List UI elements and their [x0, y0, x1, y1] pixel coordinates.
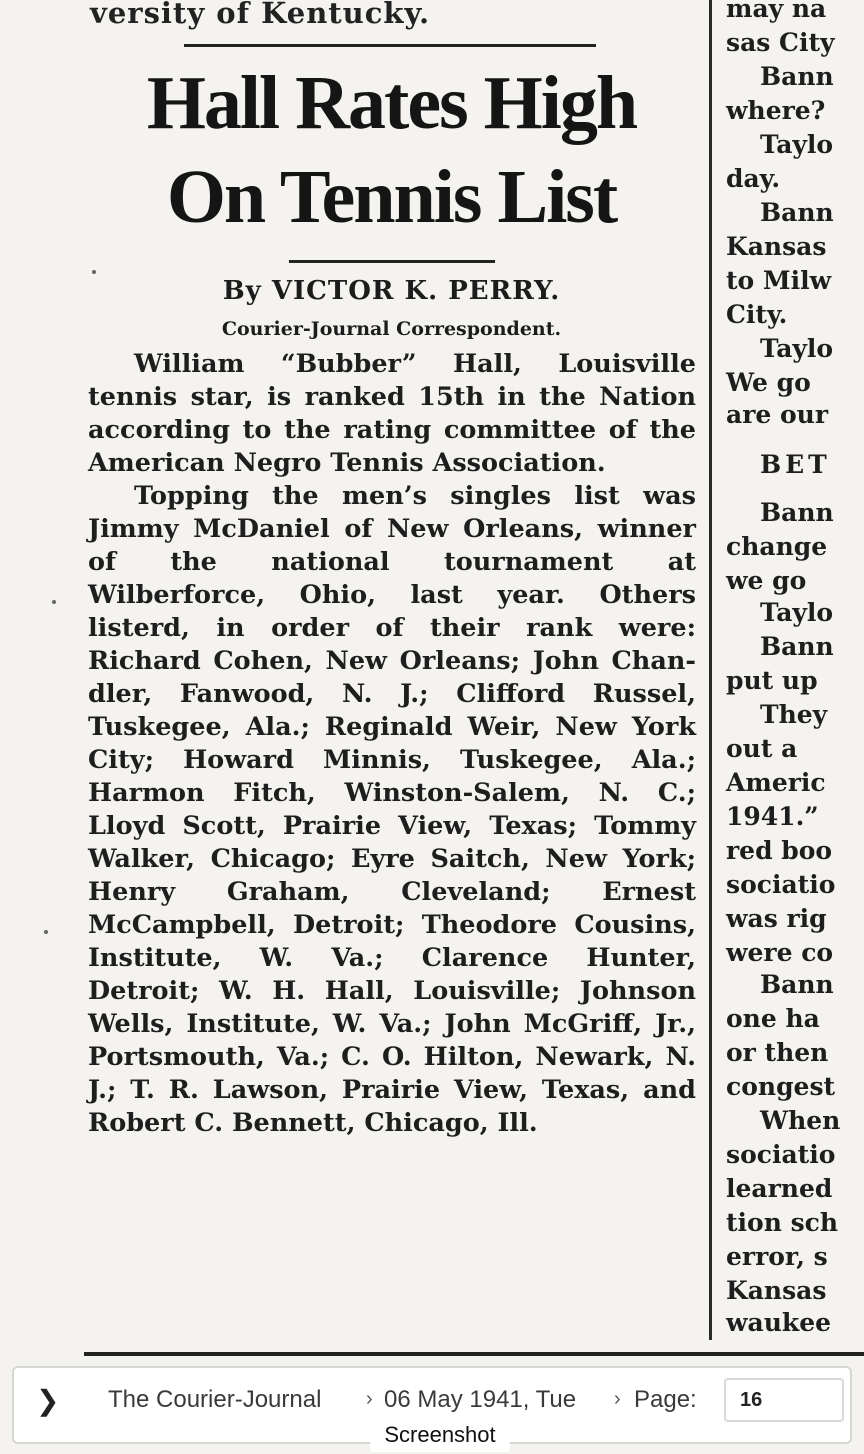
byline: By VICTOR K. PERRY.: [222, 276, 561, 306]
right-line: Americ: [726, 768, 826, 797]
breadcrumb-separator: ›: [366, 1388, 373, 1410]
right-line: are our: [726, 400, 829, 429]
breadcrumb-separator: ›: [614, 1388, 621, 1410]
right-line: red boo: [726, 836, 833, 865]
print-speck: [44, 930, 48, 934]
right-line: may na: [726, 0, 827, 23]
right-line: were co: [726, 938, 834, 967]
right-subhead: BET: [760, 450, 831, 479]
article-body: [88, 348, 696, 1140]
column-divider: [709, 0, 712, 1340]
chevron-right-icon[interactable]: ❯: [36, 1385, 60, 1416]
right-line: sociatio: [726, 870, 836, 899]
right-line: or then: [726, 1038, 829, 1067]
paragraph-1: William “Bubber” Hall, Louisville tennis star, is ranked 15th in the Nation according to the rating committee of the American Negro Tennis Association.: [88, 349, 696, 478]
right-line: tion sch: [726, 1208, 839, 1237]
top-divider-rule: [184, 44, 596, 47]
right-line: to Milw: [726, 266, 832, 295]
print-speck: [92, 270, 96, 274]
right-line: learned: [726, 1174, 833, 1203]
previous-article-tail: versity of Kentucky.: [90, 0, 431, 30]
right-line: Bann: [760, 62, 834, 91]
bottom-divider-rule: [84, 1352, 864, 1356]
right-line: They: [760, 700, 828, 729]
right-line: sociatio: [726, 1140, 836, 1169]
right-line: Kansas: [726, 232, 827, 261]
right-line: sas City: [726, 28, 835, 57]
right-line: change: [726, 532, 828, 561]
right-line: Kansas: [726, 1276, 827, 1305]
headline-divider-rule: [289, 260, 495, 263]
right-line: Bann: [760, 498, 834, 527]
paragraph-2: Topping the men’s singles list was Jimmy McDaniel of New Orleans, winner of the national tournament at Wilberforce, Ohio, last year. Others listerd, in order of their rank were: Richard Cohen, New Orleans; John Chandler, Fanwood, N. J.; Clifford Russel, Tuskegee, Ala.; Reginald Weir, New York City; Howard Minnis, Tuskegee, Ala.; Harmon Fitch, Winston-Salem, N. C.; Lloyd Scott, Prairie View, Texas; Tommy Walker, Chicago; Eyre Saitch, New York; Henry Graham, Cleveland; Ernest McCampbell, Detroit; Theodore Cousins, Institute, W. Va.; Clarence Hunter, Detroit; W. H. Hall, Louisville; Johnson Wells, Institute, W. Va.; John McGriff, Jr., Portsmouth, Va.; C. O. Hilton, Newark, N. J.; T. R. Lawson, Prairie View, Texas, and Robert C. Bennett, Chicago, Ill.: [88, 481, 696, 1138]
headline-line-2: On Tennis List: [166, 155, 617, 239]
right-line: Taylo: [760, 334, 834, 363]
right-line: error, s: [726, 1242, 828, 1271]
page-label: Page:: [634, 1386, 697, 1413]
right-line: 1941.”: [726, 802, 819, 831]
right-line: waukee: [726, 1308, 832, 1337]
headline-line-1: Hall Rates High: [146, 61, 637, 145]
right-line: congest: [726, 1072, 836, 1101]
breadcrumb-publication[interactable]: The Courier-Journal: [108, 1386, 322, 1413]
adjacent-column-fragment: [720, 0, 864, 1345]
right-line: put up: [726, 666, 818, 695]
page-number-input[interactable]: [724, 1378, 844, 1422]
right-line: day.: [726, 164, 781, 193]
right-line: one ha: [726, 1004, 820, 1033]
right-line: Bann: [760, 970, 834, 999]
breadcrumb-date[interactable]: 06 May 1941, Tue: [384, 1386, 577, 1413]
print-speck: [52, 600, 56, 604]
right-line: Taylo: [760, 130, 834, 159]
right-line: Bann: [760, 198, 834, 227]
right-line: out a: [726, 734, 798, 763]
right-line: When: [760, 1106, 841, 1135]
right-line: City.: [726, 300, 788, 329]
right-line: Taylo: [760, 598, 834, 627]
right-line: We go: [726, 368, 811, 397]
screenshot-label: Screenshot: [370, 1418, 510, 1452]
right-line: was rig: [726, 904, 827, 933]
headline: [84, 56, 699, 244]
right-line: Bann: [760, 632, 834, 661]
right-line: we go: [726, 566, 807, 595]
right-line: where?: [726, 96, 826, 125]
correspondent-credit: Courier-Journal Correspondent.: [221, 318, 562, 340]
